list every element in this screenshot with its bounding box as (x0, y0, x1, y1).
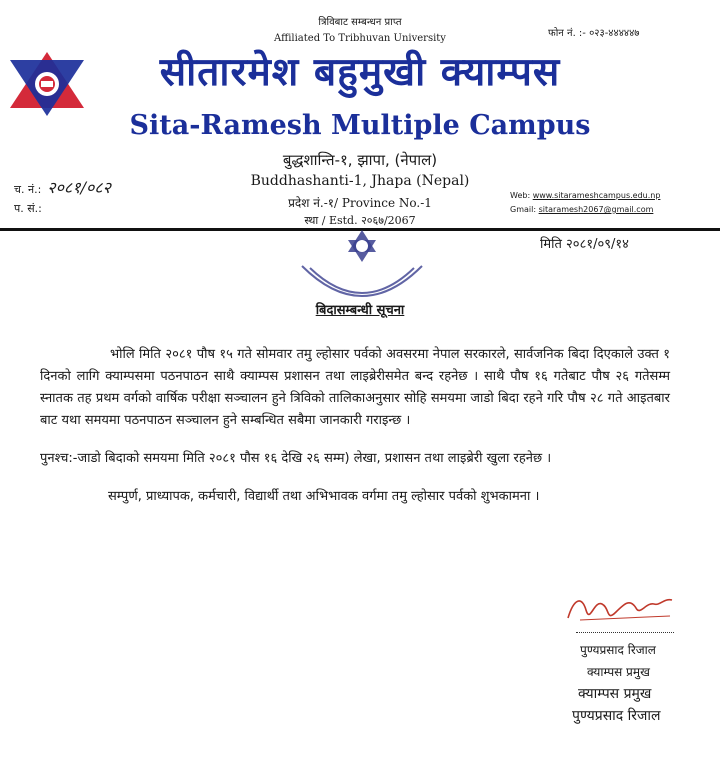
body-paragraph-3: सम्पुर्ण, प्राध्यापक, कर्मचारी, विद्यार्थी तथा अभिभावक वर्गमा तमु ल्होसार पर्वको शुभकामना । (108, 489, 540, 504)
notice-subject: बिदासम्बन्धी सूचना (315, 303, 405, 318)
website (510, 191, 660, 200)
campus-name-nepali: सीतारमेश बहुमुखी क्याम्पस (159, 50, 561, 95)
stamp-name: पुण्यप्रसाद रिजाल (572, 708, 661, 724)
letter-number-label: प. सं.: (14, 202, 42, 215)
address-nepali: बुद्धशान्ति-१, झापा, (नेपाल) (282, 151, 438, 169)
email (510, 205, 653, 214)
signatory-title: क्याम्पस प्रमुख (587, 665, 650, 679)
reference-label: च. नं.: (14, 183, 42, 196)
address-english: Buddhashanti-1, Jhapa (Nepal) (250, 173, 470, 189)
email-label: Gmail: (510, 205, 537, 214)
stamp-title: क्याम्पस प्रमुख (578, 686, 652, 702)
signatory-name: पुण्यप्रसाद रिजाल (580, 643, 656, 657)
signature-icon (560, 590, 680, 630)
established-year: स्था / Estd. २०६७/2067 (304, 214, 416, 227)
province: प्रदेश नं.-१/ Province No.-1 (288, 196, 432, 210)
letter-number (14, 201, 42, 216)
campus-name-english: Sita-Ramesh Multiple Campus (129, 110, 591, 141)
affiliation-english: Affiliated To Tribhuvan University (274, 33, 446, 44)
notice-body (40, 344, 670, 508)
website-label: Web: (510, 191, 531, 200)
affiliation-nepali: त्रिविबाट सम्बन्धन प्राप्त (318, 17, 402, 28)
body-paragraph-1: भोलि मिति २०८१ पौष १५ गते सोमवार तमु ल्होसार पर्वको अवसरमा नेपाल सरकारले, सार्वजनिक बिदा दिएकाले उक्त १ दिनको लागि क्याम्पसमा पठनपाठन साथै क्याम्पस प्रशासन तथा लाइब्रेरीसमेत बन्द रहनेछ । साथै पौष १६ गतेबाट पौष २६ गतेसम्म स्नातक तह प्रथम वर्गको वार्षिक परीक्षा सञ्चालन हुने त्रिविको तालिकाअनुसार सोहि समयमा जाडो बिदा रहने गरि पौष २८ गते आइतबार बाट यथा समयमा पठनपाठन सञ्चालन हुने सम्बन्धित सबैमा जानकारी गराइन्छ । (40, 347, 670, 428)
signature-line (576, 632, 674, 633)
notice-date: मिति २०८१/०९/१४ (540, 237, 629, 252)
reference-value: २०८१/०८२ (47, 178, 111, 197)
website-link[interactable]: www.sitarameshcampus.edu.np (532, 191, 661, 200)
campus-logo-icon (8, 50, 86, 118)
email-value: sitaramesh2067@gmail.com (538, 205, 654, 214)
body-paragraph-2: पुनश्च:-जाडो बिदाको समयमा मिति २०८१ पौस १६ देखि २६ सम्म) लेखा, प्रशासन तथा लाइब्रेरी खुला रहनेछ । (40, 451, 552, 466)
phone-number: फोन नं. :- ०२३-४४४४४७ (548, 28, 640, 39)
reference-number (14, 176, 111, 198)
